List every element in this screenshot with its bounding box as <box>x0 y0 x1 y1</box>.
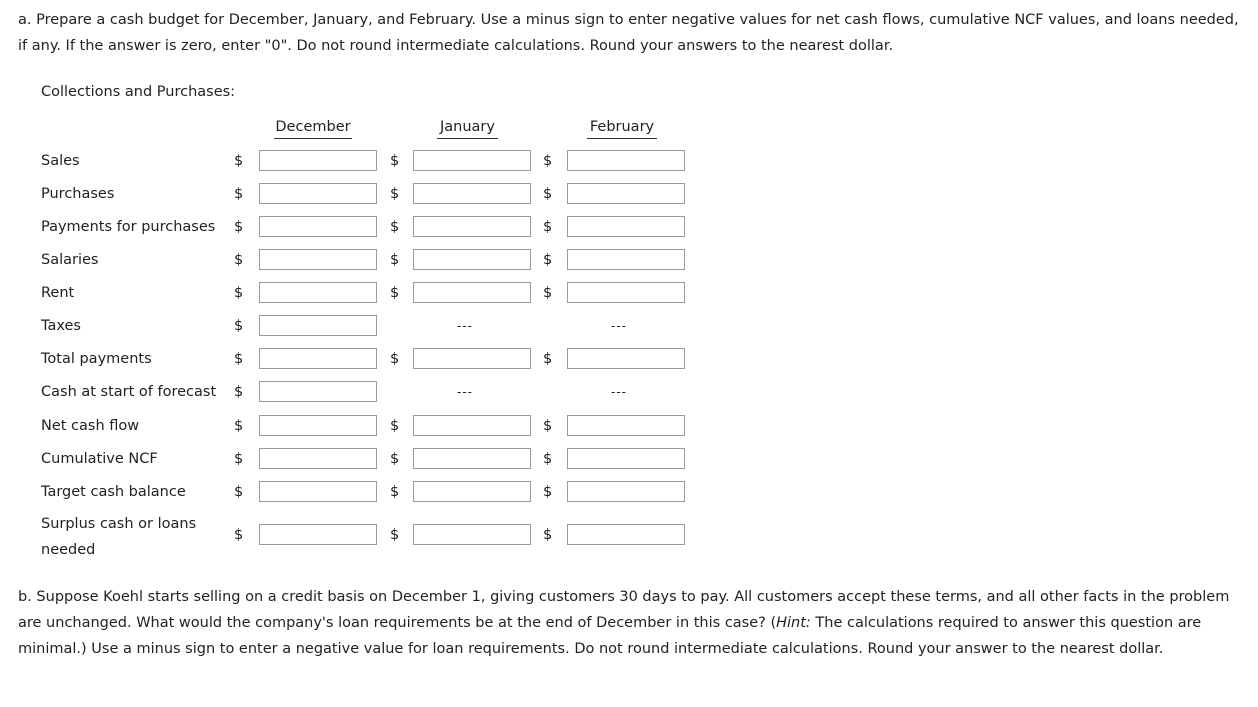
currency-symbol: $ <box>234 351 244 367</box>
row-label-taxes: Taxes <box>41 318 81 334</box>
sales-december-input[interactable] <box>259 150 377 171</box>
currency-symbol: $ <box>543 252 553 268</box>
row-label-net-cash-flow: Net cash flow <box>41 418 140 434</box>
cumulative-ncf-february-input[interactable] <box>567 448 685 469</box>
currency-symbol: $ <box>390 219 400 235</box>
payments-for-purchases-february-input[interactable] <box>567 216 685 237</box>
currency-symbol: $ <box>234 451 244 467</box>
row-label-purchases: Purchases <box>41 186 115 202</box>
hint-label: Hint: <box>776 615 811 631</box>
row-label-salaries: Salaries <box>41 252 99 268</box>
salaries-january-input[interactable] <box>413 249 531 270</box>
currency-symbol: $ <box>543 153 553 169</box>
surplus-cash-or-loans-needed-january-input[interactable] <box>413 524 531 545</box>
currency-symbol: $ <box>390 186 400 202</box>
total-payments-february-input[interactable] <box>567 348 685 369</box>
currency-symbol: $ <box>234 484 244 500</box>
sales-february-input[interactable] <box>567 150 685 171</box>
payments-for-purchases-december-input[interactable] <box>259 216 377 237</box>
not-applicable-marker: --- <box>457 385 473 399</box>
not-applicable-marker: --- <box>611 319 627 333</box>
row-label-rent: Rent <box>41 285 75 301</box>
net-cash-flow-february-input[interactable] <box>567 415 685 436</box>
total-payments-january-input[interactable] <box>413 348 531 369</box>
currency-symbol: $ <box>390 285 400 301</box>
target-cash-balance-december-input[interactable] <box>259 481 377 502</box>
currency-symbol: $ <box>390 351 400 367</box>
surplus-cash-or-loans-needed-february-input[interactable] <box>567 524 685 545</box>
sales-january-input[interactable] <box>413 150 531 171</box>
row-label-cash-at-start-of-forecast: Cash at start of forecast <box>41 384 217 400</box>
rent-february-input[interactable] <box>567 282 685 303</box>
rent-january-input[interactable] <box>413 282 531 303</box>
column-header-december: December <box>274 117 352 139</box>
row-label-cumulative-ncf: Cumulative NCF <box>41 451 158 467</box>
currency-symbol: $ <box>390 527 400 543</box>
surplus-cash-or-loans-needed-december-input[interactable] <box>259 524 377 545</box>
salaries-december-input[interactable] <box>259 249 377 270</box>
currency-symbol: $ <box>543 484 553 500</box>
target-cash-balance-january-input[interactable] <box>413 481 531 502</box>
currency-symbol: $ <box>234 153 244 169</box>
purchases-january-input[interactable] <box>413 183 531 204</box>
currency-symbol: $ <box>234 418 244 434</box>
currency-symbol: $ <box>234 219 244 235</box>
salaries-february-input[interactable] <box>567 249 685 270</box>
target-cash-balance-february-input[interactable] <box>567 481 685 502</box>
currency-symbol: $ <box>390 418 400 434</box>
row-label-total-payments: Total payments <box>41 351 152 367</box>
column-header-february: February <box>587 117 657 139</box>
row-label-target-cash-balance: Target cash balance <box>41 484 186 500</box>
currency-symbol: $ <box>543 219 553 235</box>
not-applicable-marker: --- <box>457 319 473 333</box>
net-cash-flow-december-input[interactable] <box>259 415 377 436</box>
currency-symbol: $ <box>543 451 553 467</box>
currency-symbol: $ <box>543 418 553 434</box>
purchases-december-input[interactable] <box>259 183 377 204</box>
column-header-january: January <box>437 117 498 139</box>
cumulative-ncf-january-input[interactable] <box>413 448 531 469</box>
currency-symbol: $ <box>390 252 400 268</box>
currency-symbol: $ <box>543 186 553 202</box>
part-a-instructions: a. Prepare a cash budget for December, January, and February. Use a minus sign to enter negative values for net cash flows, cumulative NCF values, and loans needed, if any. If the answer is zero, enter "0". Do not round intermediate calculations. Round your answers to the nearest dollar. <box>18 12 1239 54</box>
row-label-surplus-cash-or-loans-needed: Surplus cash or loans needed <box>41 516 197 558</box>
currency-symbol: $ <box>234 186 244 202</box>
currency-symbol: $ <box>543 351 553 367</box>
currency-symbol: $ <box>234 285 244 301</box>
currency-symbol: $ <box>234 527 244 543</box>
section-title: Collections and Purchases: <box>41 84 236 100</box>
rent-december-input[interactable] <box>259 282 377 303</box>
taxes-december-input[interactable] <box>259 315 377 336</box>
currency-symbol: $ <box>234 384 244 400</box>
currency-symbol: $ <box>390 451 400 467</box>
cash-at-start-of-forecast-december-input[interactable] <box>259 381 377 402</box>
cumulative-ncf-december-input[interactable] <box>259 448 377 469</box>
currency-symbol: $ <box>234 318 244 334</box>
currency-symbol: $ <box>390 484 400 500</box>
currency-symbol: $ <box>234 252 244 268</box>
net-cash-flow-january-input[interactable] <box>413 415 531 436</box>
purchases-february-input[interactable] <box>567 183 685 204</box>
currency-symbol: $ <box>543 527 553 543</box>
currency-symbol: $ <box>543 285 553 301</box>
payments-for-purchases-january-input[interactable] <box>413 216 531 237</box>
not-applicable-marker: --- <box>611 385 627 399</box>
currency-symbol: $ <box>390 153 400 169</box>
row-label-sales: Sales <box>41 153 80 169</box>
total-payments-december-input[interactable] <box>259 348 377 369</box>
part-b-instructions: b. Suppose Koehl starts selling on a credit basis on December 1, giving customers 30 days to pay. All customers accept these terms, and all other facts in the problem are unchanged. What would the company's loan requirements be at the end of December in this case? (Hint: The calculations required to answer this question are minimal.) Use a minus sign to enter a negative value for loan requirements. Do not round intermediate calculations. Round your answer to the nearest dollar. <box>18 589 1230 657</box>
row-label-payments-for-purchases: Payments for purchases <box>41 219 216 235</box>
